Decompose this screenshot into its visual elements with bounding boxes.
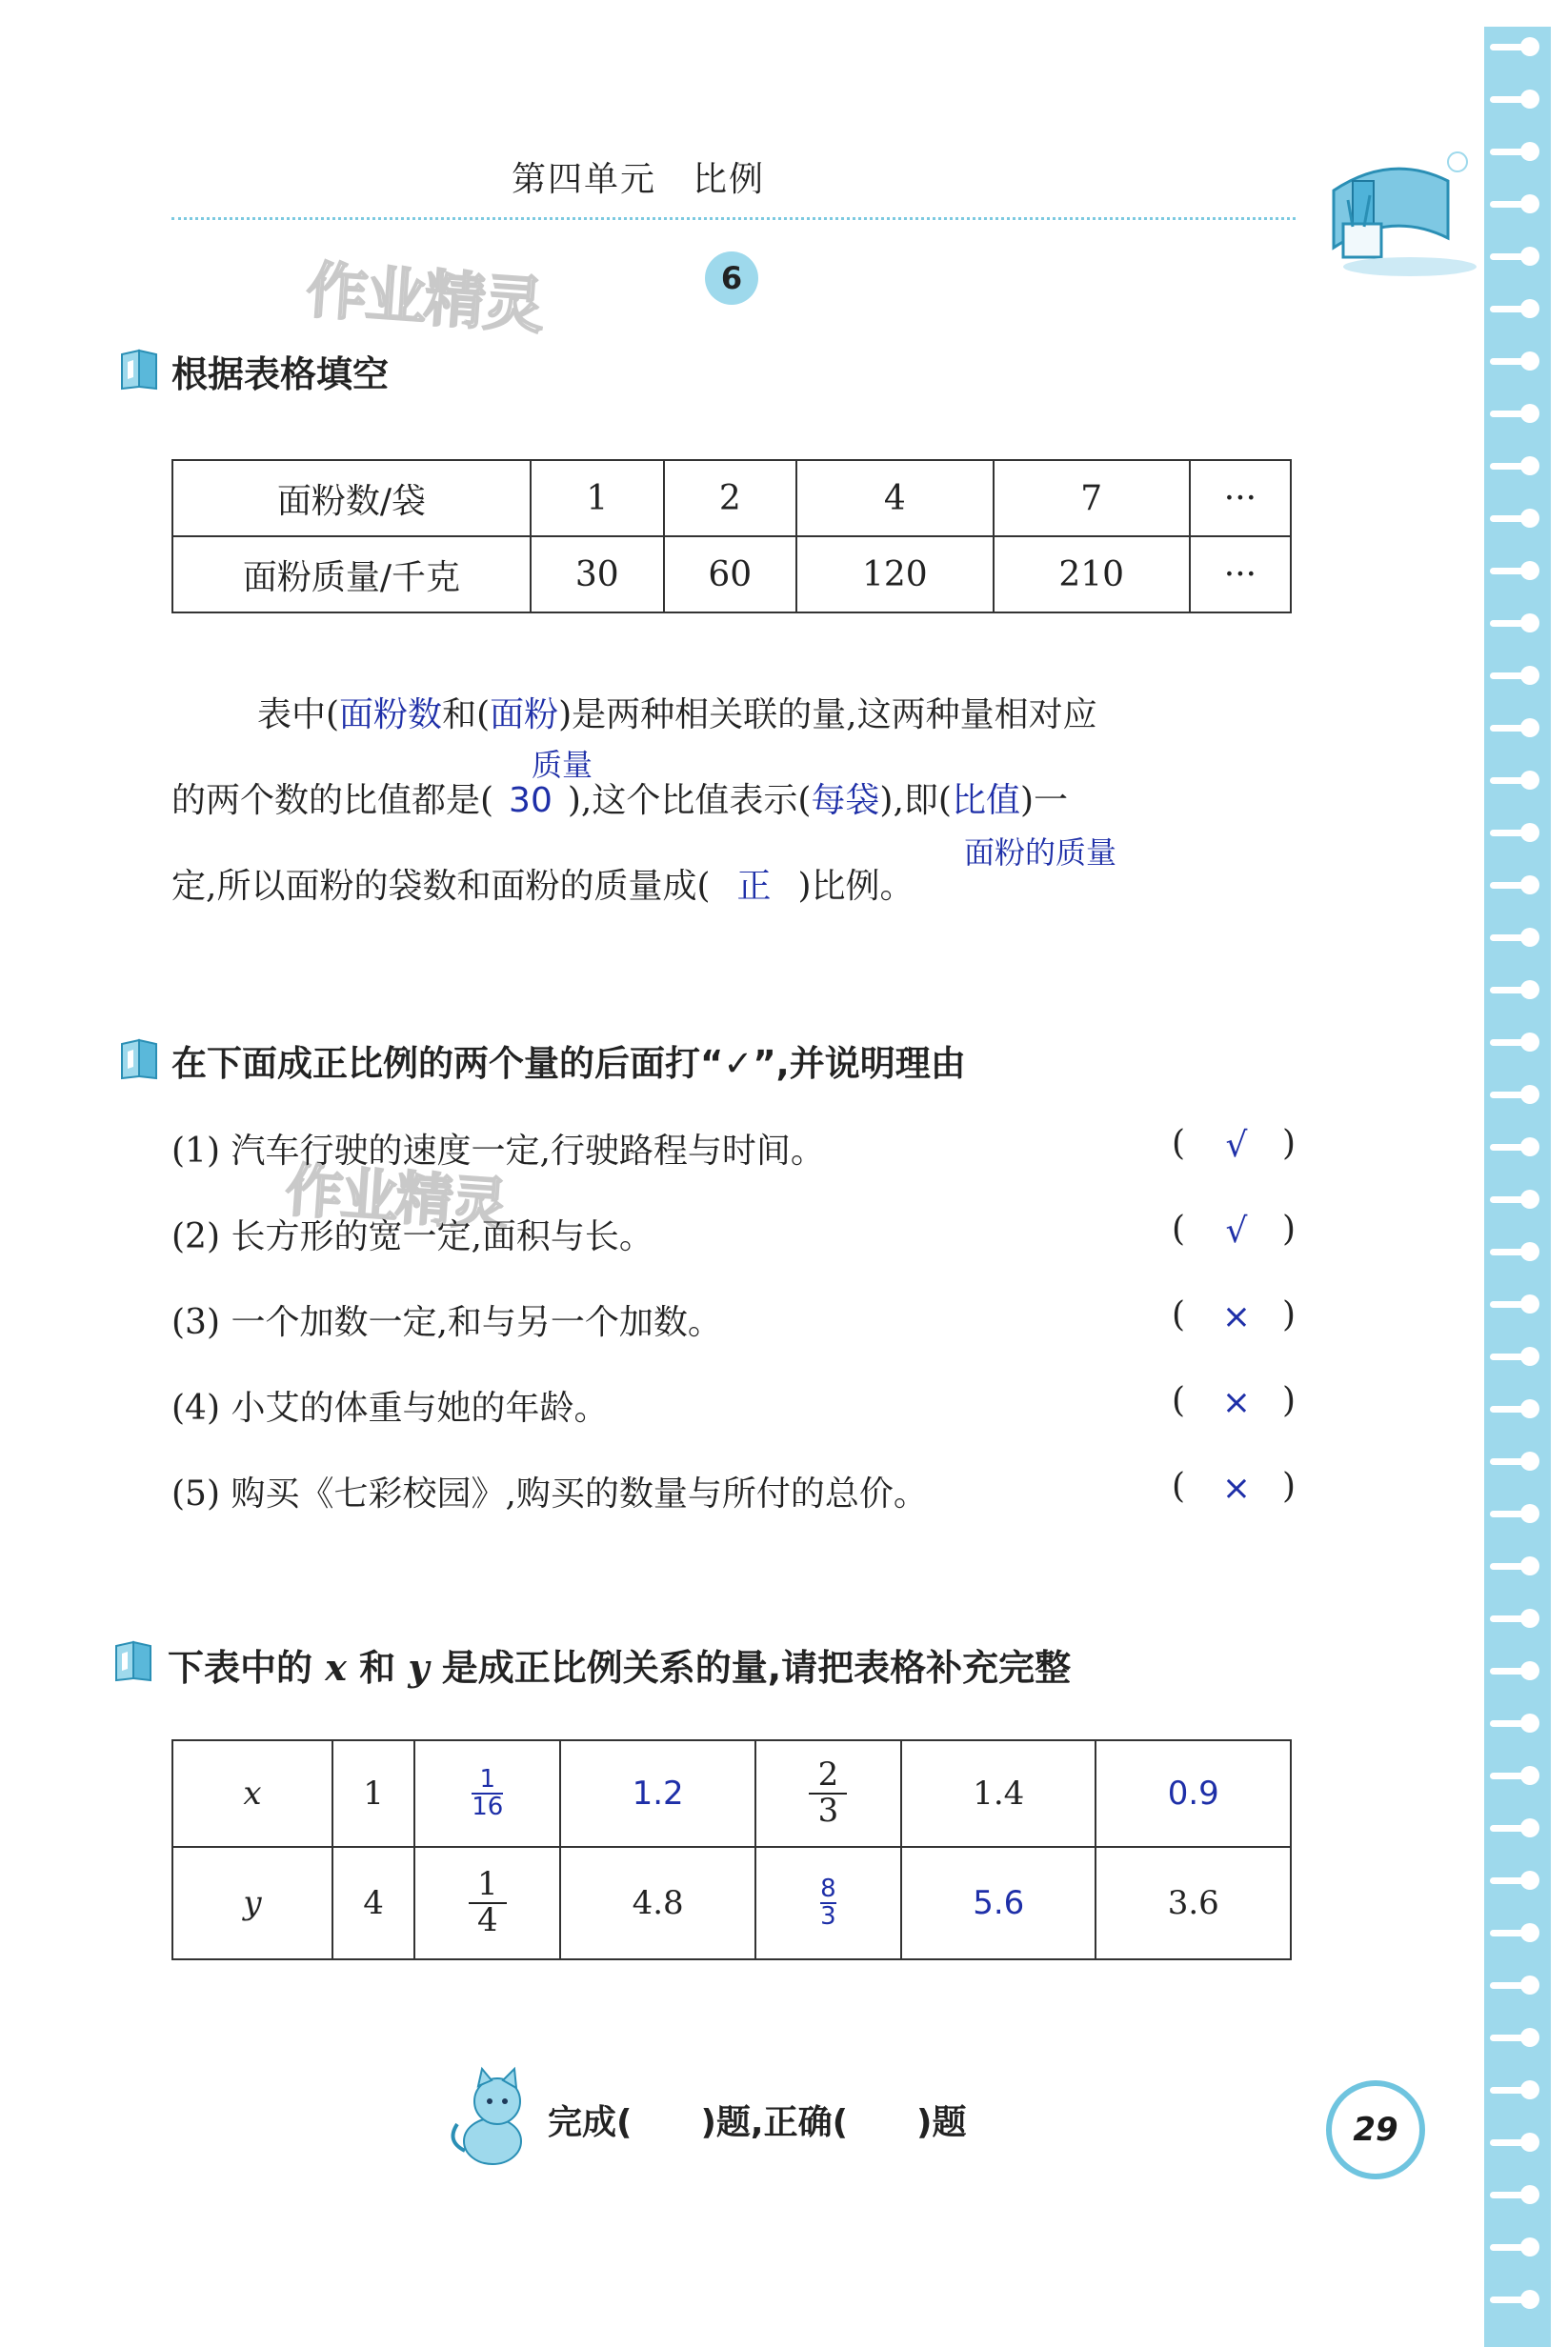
answer-cell: 1.2	[560, 1740, 754, 1847]
answer-mark: √	[1225, 1126, 1248, 1165]
lesson-number-badge: 6	[705, 251, 758, 305]
binding-ring	[1490, 2184, 1541, 2207]
binding-ring	[1490, 1032, 1541, 1054]
section-title-xy: 下表中的 x 和 y 是成正比例关系的量,请把表格补充完整	[168, 1646, 1072, 1689]
binding-ring	[1490, 193, 1541, 216]
table-cell: 4	[796, 460, 993, 536]
table-cell: 7	[994, 460, 1190, 536]
paragraph-line-3: 定,所以面粉的袋数和面粉的质量成( 正 )比例。	[171, 867, 915, 906]
question-item-1: (1) 汽车行驶的速度一定,行驶路程与时间。 ( ) √	[171, 1124, 1296, 1171]
binding-ring	[1490, 1451, 1541, 1474]
binding-ring	[1490, 665, 1541, 688]
table-cell: 210	[994, 536, 1190, 612]
binding-ring	[1490, 141, 1541, 164]
binding-ring	[1490, 298, 1541, 321]
binding-ring	[1490, 2289, 1541, 2312]
binding-ring	[1490, 1713, 1541, 1735]
xy-table	[171, 1739, 1292, 1960]
answer-mass: 质量	[532, 747, 593, 783]
question-item-3: (3) 一个加数一定,和与另一个加数。 ( ) ×	[171, 1295, 1296, 1342]
answer-mark: ×	[1221, 1469, 1252, 1508]
binding-ring	[1490, 1765, 1541, 1788]
binding-ring	[1490, 1870, 1541, 1893]
binding-ring	[1490, 717, 1541, 740]
binding-ring	[1490, 560, 1541, 583]
completion-tally: 完成( )题,正确( )题	[548, 2103, 967, 2142]
table-cell: 30	[531, 536, 664, 612]
row-label-x: x	[243, 1775, 262, 1813]
page-number: 29	[1326, 2080, 1425, 2179]
table-header-bags: 面粉数/袋	[172, 460, 531, 536]
binding-ring	[1490, 1189, 1541, 1212]
binding-ring	[1490, 1817, 1541, 1840]
header-divider	[171, 217, 1296, 220]
binding-ring	[1490, 1660, 1541, 1683]
paragraph-line-1: 表中(面粉数和(面粉)是两种相关联的量,这两种量相对应	[257, 695, 1097, 734]
table-cell-fraction: $\frac{1}{4}$	[414, 1847, 560, 1959]
question-item-4: (4) 小艾的体重与她的年龄。 ( ) ×	[171, 1381, 1296, 1428]
table-cell: 120	[796, 536, 993, 612]
answer-mark: √	[1225, 1212, 1248, 1251]
binding-ring	[1490, 979, 1541, 1002]
question-item-5: (5) 购买《七彩校园》,购买的数量与所付的总价。 ( ) ×	[171, 1467, 1296, 1514]
binding-ring	[1490, 927, 1541, 950]
answer-cell: 5.6	[901, 1847, 1096, 1959]
binding-ring	[1490, 89, 1541, 111]
binding-ring	[1490, 2079, 1541, 2102]
binding-ring	[1490, 508, 1541, 531]
answer-flour: 面粉	[490, 695, 559, 734]
section-book-icon	[114, 1640, 152, 1682]
section-title-fill-table: 根据表格填空	[171, 353, 390, 395]
unit-title: 第四单元 比例	[511, 160, 765, 199]
section-title-check: 在下面成正比例的两个量的后面打“✓”,并说明理由	[171, 1043, 966, 1084]
table-cell: ···	[1190, 536, 1291, 612]
binding-ring	[1490, 874, 1541, 897]
binding-ring	[1490, 1975, 1541, 1997]
table-cell: 4.8	[560, 1847, 754, 1959]
watermark: 作业精灵	[304, 255, 545, 343]
binding-ring	[1490, 1555, 1541, 1578]
binding-ring	[1490, 770, 1541, 792]
table-cell: 1.4	[901, 1740, 1096, 1847]
binding-ring	[1490, 403, 1541, 426]
table-cell: 1	[531, 460, 664, 536]
binding-ring	[1490, 1346, 1541, 1369]
table-cell-fraction: $\frac{2}{3}$	[755, 1740, 901, 1847]
binding-ring	[1490, 2027, 1541, 2050]
flour-table	[171, 459, 1292, 613]
binding-ring	[1490, 1294, 1541, 1316]
answer-fraction: $\frac{1}{16}$	[414, 1740, 560, 1847]
table-cell: 2	[664, 460, 797, 536]
table-cell: 60	[664, 536, 797, 612]
answer-mark: ×	[1221, 1297, 1252, 1336]
answer-cell: 0.9	[1096, 1740, 1291, 1847]
binding-ring	[1490, 612, 1541, 635]
watermark-middle: 作业精灵	[283, 1156, 509, 1239]
binding-ring	[1490, 1084, 1541, 1107]
binding-ring	[1490, 2237, 1541, 2259]
table-cell: 1	[332, 1740, 414, 1847]
binding-ring	[1490, 246, 1541, 269]
table-cell: 4	[332, 1847, 414, 1959]
binding-ring	[1490, 1922, 1541, 1945]
paragraph-line-2: 的两个数的比值都是( 30 ),这个比值表示(每袋),即(比值)一	[171, 781, 1069, 820]
section-book-icon	[120, 1038, 158, 1080]
table-cell: 3.6	[1096, 1847, 1291, 1959]
section-book-icon	[120, 349, 158, 391]
answer-mark: ×	[1221, 1383, 1252, 1422]
answer-fraction: $\frac{8}{3}$	[755, 1847, 901, 1959]
answer-ratio: 30	[509, 781, 553, 820]
books-illustration	[1315, 143, 1477, 286]
binding-ring	[1490, 1608, 1541, 1631]
binding-ring	[1490, 36, 1541, 59]
answer-ratio-value: 比值	[951, 781, 1020, 820]
binding-ring	[1490, 1136, 1541, 1159]
binding-ring	[1490, 351, 1541, 373]
binding-strip	[1484, 27, 1551, 2347]
row-label-y: y	[243, 1884, 262, 1922]
answer-direct: 正	[736, 867, 772, 906]
table-header-mass: 面粉质量/千克	[172, 536, 531, 612]
answer-flour-count: 面粉数	[339, 695, 443, 734]
binding-ring	[1490, 1503, 1541, 1526]
table-cell: ···	[1190, 460, 1291, 536]
binding-ring	[1490, 455, 1541, 478]
cat-mascot	[440, 2065, 545, 2170]
answer-per-bag: 每袋	[811, 781, 880, 820]
binding-ring	[1490, 1241, 1541, 1264]
binding-ring	[1490, 2132, 1541, 2155]
binding-ring	[1490, 1398, 1541, 1421]
answer-flour-mass: 面粉的质量	[964, 834, 1117, 871]
binding-ring	[1490, 822, 1541, 845]
question-item-2: (2) 长方形的宽一定,面积与长。 ( ) √	[171, 1210, 1296, 1256]
